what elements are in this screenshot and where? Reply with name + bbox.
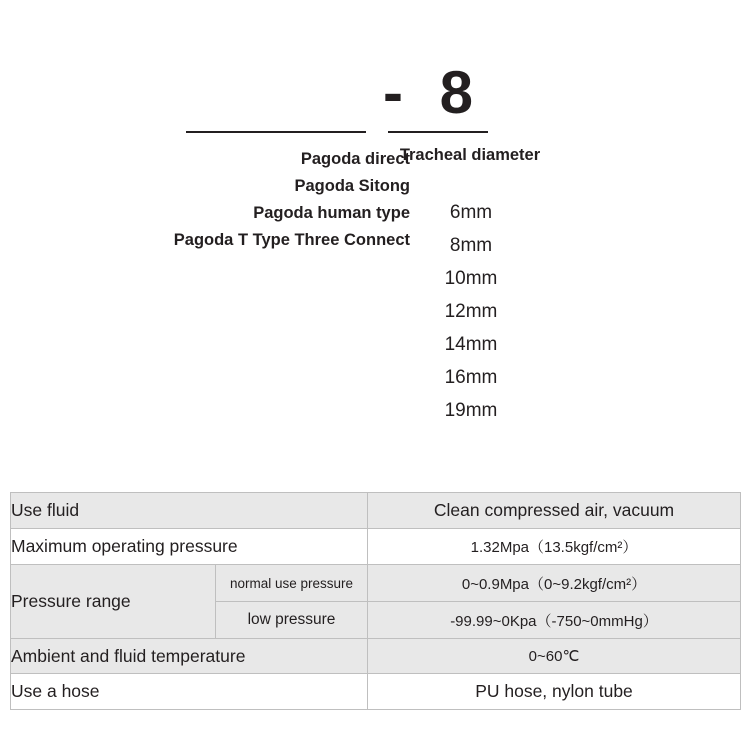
left-label-item: Pagoda direct xyxy=(300,150,410,168)
diameter-item: 8mm xyxy=(449,235,493,256)
table-row xyxy=(11,529,741,565)
left-label-item: Pagoda T Type Three Connect xyxy=(173,231,410,249)
left-group-underline xyxy=(186,131,366,133)
row-label: Use a hose xyxy=(11,674,368,710)
specification-table xyxy=(10,492,741,710)
table-row xyxy=(11,639,741,674)
left-label-item: Pagoda human type xyxy=(253,204,410,222)
row-label: Maximum operating pressure xyxy=(11,529,368,565)
diameter-item: 16mm xyxy=(444,367,498,388)
table-row xyxy=(11,493,741,529)
diameter-item: 14mm xyxy=(444,334,498,355)
right-group-underline xyxy=(388,131,488,133)
row-label: Ambient and fluid temperature xyxy=(11,639,368,674)
diameter-item: 6mm xyxy=(449,202,493,223)
table-row xyxy=(11,674,741,710)
sub-row-value: 0~0.9Mpa（0~9.2kgf/cm²） xyxy=(368,565,741,602)
row-value: 1.32Mpa（13.5kgf/cm²） xyxy=(368,529,741,565)
row-value: Clean compressed air, vacuum xyxy=(368,493,741,529)
diameter-item: 19mm xyxy=(444,400,498,421)
left-label-item: Pagoda Sitong xyxy=(294,177,410,195)
left-label-column xyxy=(110,146,410,254)
table-row xyxy=(11,565,741,602)
diameter-item: 12mm xyxy=(444,301,498,322)
row-label: Use fluid xyxy=(11,493,368,529)
row-value: PU hose, nylon tube xyxy=(368,674,741,710)
tracheal-diameter-heading: Tracheal diameter xyxy=(399,146,541,164)
tracheal-diameter-list xyxy=(396,196,546,427)
product-code-block xyxy=(378,60,488,126)
product-code-text: - 8 xyxy=(382,59,484,126)
row-label: Pressure range xyxy=(11,565,216,639)
sub-row-label: low pressure xyxy=(216,602,368,639)
row-value: 0~60℃ xyxy=(368,639,741,674)
sub-row-value: -99.99~0Kpa（-750~0mmHg） xyxy=(368,602,741,639)
sub-row-label: normal use pressure xyxy=(216,565,368,602)
diameter-item: 10mm xyxy=(444,268,498,289)
